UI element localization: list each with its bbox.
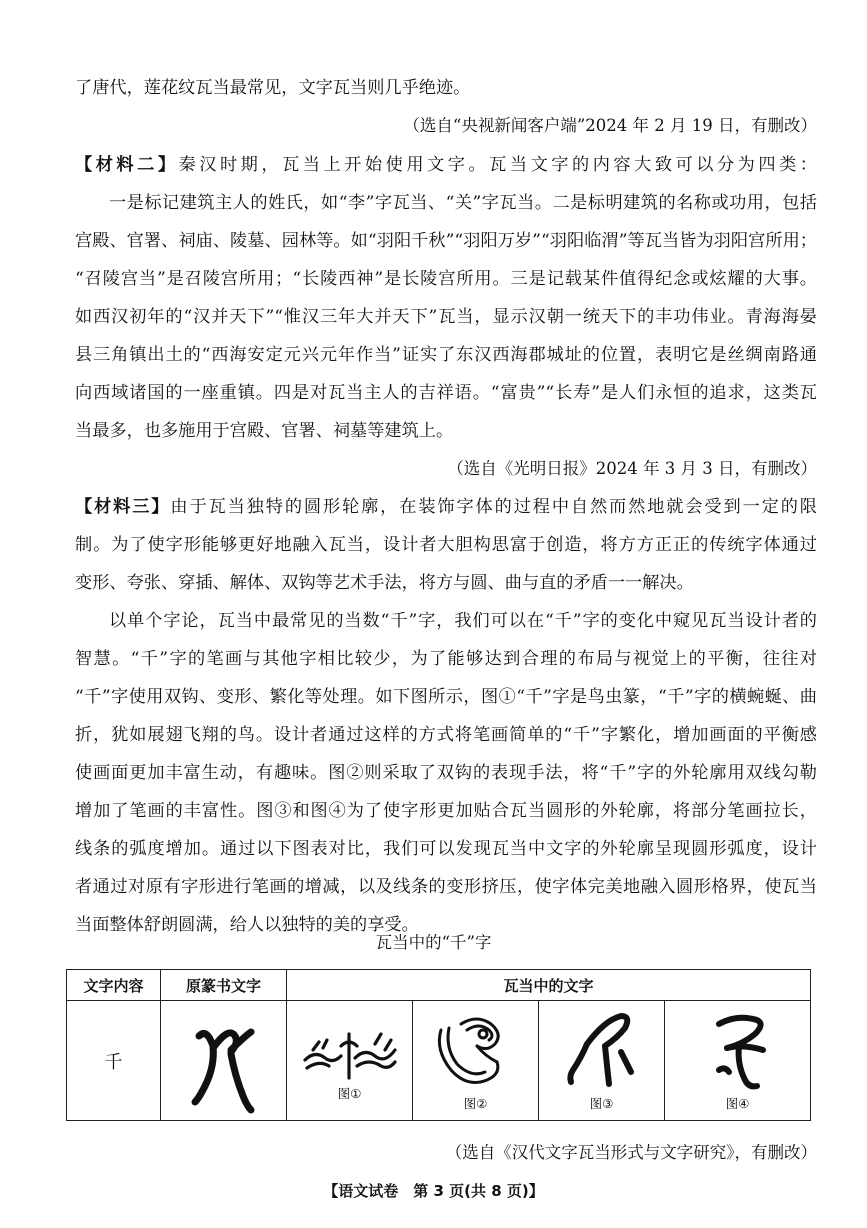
source-citation: （选自《光明日报》2024 年 3 月 3 日，有删改） [447,459,817,478]
source-citation: （选自“央视新闻客户端”2024 年 2 月 19 日，有删改） [403,116,817,135]
figure-label: 图② [463,1095,488,1111]
text-line: 如西汉初年的“汉并天下”“惟汉三年大并天下”瓦当，显示汉朝一统天下的丰功伟业。青海海晏 [75,307,817,327]
text-line: 宫殿、官署、祠庙、陵墓、园林等。如“羽阳千秋”“羽阳万岁”“羽阳临渭”等瓦当皆为羽阳宫所用； [75,231,817,251]
text-line: 县三角镇出土的“西海安定元兴元年作当”证实了东汉西海郡城址的位置，表明它是丝绸南路通 [75,345,817,365]
text-line: 当面整体舒朗圆满，给人以独特的美的享受。 [75,915,419,935]
cell-original-glyph [161,1001,287,1121]
material-label: 【材料三】 [75,497,171,517]
text-line: 一是标记建筑主人的姓氏，如“李”字瓦当、“关”字瓦当。二是标明建筑的名称或功用，包括 [109,193,817,213]
outline-glyph-image [421,1010,531,1094]
text-span: 秦汉时期，瓦当上开始使用文字。瓦当文字的内容大致可以分为四类： [178,155,817,175]
text-line: 变形、夸张、穿插、解体、双钩等艺术手法，将方与圆、曲与直的矛盾一一解决。 [75,573,694,593]
text-line: “召陵宫当”是召陵宫所用；“长陵西神”是长陵宫所用。三是记载某件值得纪念或炫耀的大事。 [75,269,817,289]
figure-label: 图④ [725,1095,750,1111]
curved-glyph-image [683,1010,793,1094]
cell-char: 千 [67,1001,161,1121]
glyph-comparison-table [66,969,811,1121]
text-line: 折，犹如展翅飞翔的鸟。设计者通过这样的方式将笔画简单的“千”字繁化，增加画面的平衡感 [75,725,817,745]
text-line: 当最多，也多施用于宫殿、官署、祠墓等建筑上。 [75,421,454,441]
source-citation: （选自《汉代文字瓦当形式与文字研究》，有删改） [445,1143,817,1162]
material-label: 【材料二】 [75,155,179,175]
text-line: 智慧。“千”字的笔画与其他字相比较少，为了能够达到合理的布局与视觉上的平衡，往往对 [75,649,817,669]
bird-seal-glyph-image [295,1020,405,1084]
text-line: “千”字使用双钩、变形、繁化等处理。如下图所示，图①“千”字是鸟虫篆，“千”字的横蜿蜒、曲 [75,687,817,707]
cell-figure-3 [539,1001,665,1121]
text-span: 由于瓦当独特的圆形轮廓，在装饰字体的过程中自然而然地就会受到一定的限 [170,497,817,517]
text-line: 者通过对原有字形进行笔画的增减，以及线条的变形挤压，使字体完美地融入圆形格界，使瓦当 [75,877,817,897]
stretched-glyph-image [547,1010,657,1094]
cell-figure-4 [665,1001,811,1121]
header-tile-text: 瓦当中的文字 [287,970,811,1001]
text-line: 了唐代，莲花纹瓦当最常见，文字瓦当则几乎绝迹。 [75,78,471,98]
cell-figure-1 [287,1001,413,1121]
text-line: 使画面更加丰富生动，有趣味。图②则采取了双钩的表现手法，将“千”字的外轮廓用双线勾勒 [75,763,817,783]
cell-figure-2 [413,1001,539,1121]
page-footer: 【语文试卷 第 3 页(共 8 页)】 [323,1182,544,1200]
text-line: 向西域诸国的一座重镇。四是对瓦当主人的吉祥语。“富贵”“长寿”是人们永恒的追求，这类瓦 [75,383,817,403]
table-caption: 瓦当中的“千”字 [375,933,492,952]
text-line: 制。为了使字形能够更好地融入瓦当，设计者大胆构思富于创造，将方方正正的传统字体通过 [75,535,817,555]
figure-label: 图① [337,1085,362,1101]
material3-first-line [75,495,817,519]
figure-label: 图③ [589,1095,614,1111]
header-text-content: 文字内容 [67,970,161,1001]
material2-first-line [75,153,817,177]
header-original-seal: 原篆书文字 [161,970,287,1001]
text-line: 增加了笔画的丰富性。图③和图④为了使字形更加贴合瓦当圆形的外轮廓，将部分笔画拉长， [75,801,817,821]
text-line: 线条的弧度增加。通过以下图表对比，我们可以发现瓦当中文字的外轮廓呈现圆形弧度，设计 [75,839,817,859]
seal-glyph-image [169,1006,279,1116]
text-line: 以单个字论，瓦当中最常见的当数“千”字，我们可以在“千”字的变化中窥见瓦当设计者的 [109,611,817,631]
